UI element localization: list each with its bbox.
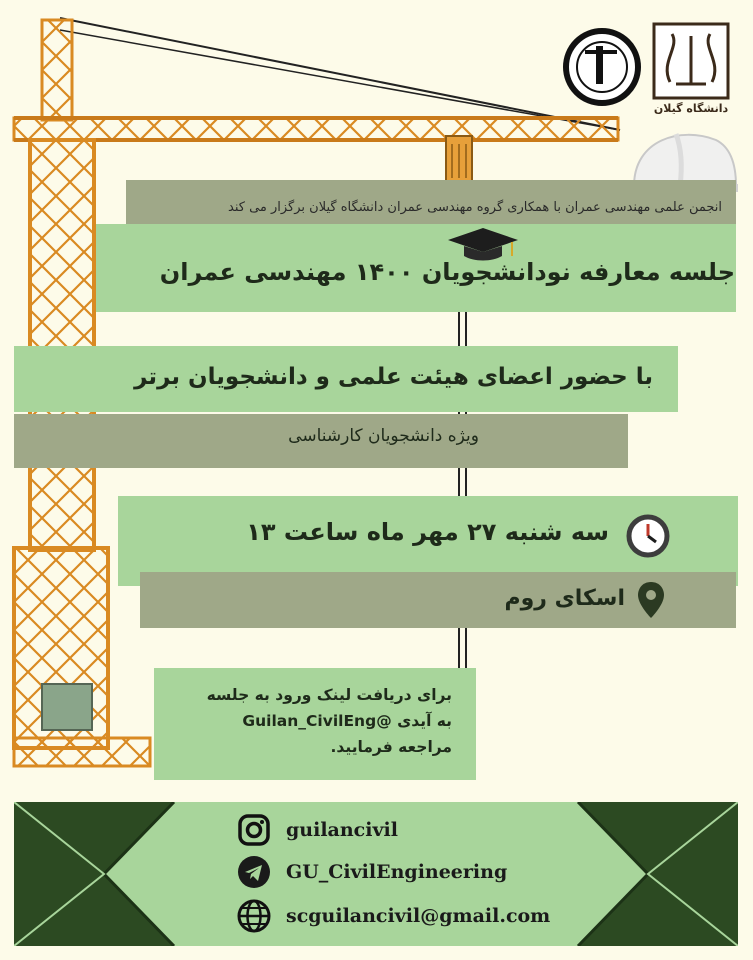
- link-info-line-2: به آیدی @Guilan_CivilEng: [242, 712, 452, 730]
- organizer-line: انجمن علمی مهندسی عمران با همکاری گروه مهندسی عمران دانشگاه گیلان برگزار می کند: [126, 180, 736, 236]
- contact-email[interactable]: [236, 896, 550, 936]
- university-logo-text: دانشگاه گیلان: [653, 102, 729, 115]
- telegram-handle: GU_CivilEngineering: [286, 861, 508, 883]
- event-datetime: سه شنبه ۲۷ مهر ماه ساعت ۱۳: [246, 518, 609, 546]
- link-info-line-1: برای دریافت لینک ورود به جلسه: [206, 686, 452, 704]
- university-emblem-icon: [650, 22, 732, 100]
- footer-contacts: [14, 802, 738, 946]
- telegram-icon: [236, 854, 272, 890]
- instagram-handle: guilancivil: [286, 819, 398, 841]
- event-title: جلسه معارفه نودانشجویان ۱۴۰۰ مهندسی عمران: [159, 258, 735, 286]
- association-emblem-icon: [563, 28, 641, 106]
- instagram-icon: [236, 812, 272, 848]
- contact-telegram[interactable]: [236, 852, 507, 892]
- association-logo: [563, 28, 641, 106]
- link-info-line-3: مراجعه فرمایید.: [330, 738, 452, 756]
- event-audience: ویژه دانشجویان کارشناسی: [288, 426, 479, 446]
- location-pin-icon: [636, 580, 666, 620]
- contact-instagram[interactable]: [236, 810, 398, 850]
- globe-icon: [236, 898, 272, 934]
- graduation-cap-icon: [446, 226, 520, 262]
- university-logo: [650, 22, 732, 115]
- event-guests: با حضور اعضای هیئت علمی و دانشجویان برتر: [134, 364, 653, 390]
- link-info-box: [154, 668, 476, 780]
- email-address: scguilancivil@gmail.com: [286, 905, 551, 927]
- clock-icon: [626, 514, 670, 558]
- event-venue: اسکای روم: [504, 586, 625, 611]
